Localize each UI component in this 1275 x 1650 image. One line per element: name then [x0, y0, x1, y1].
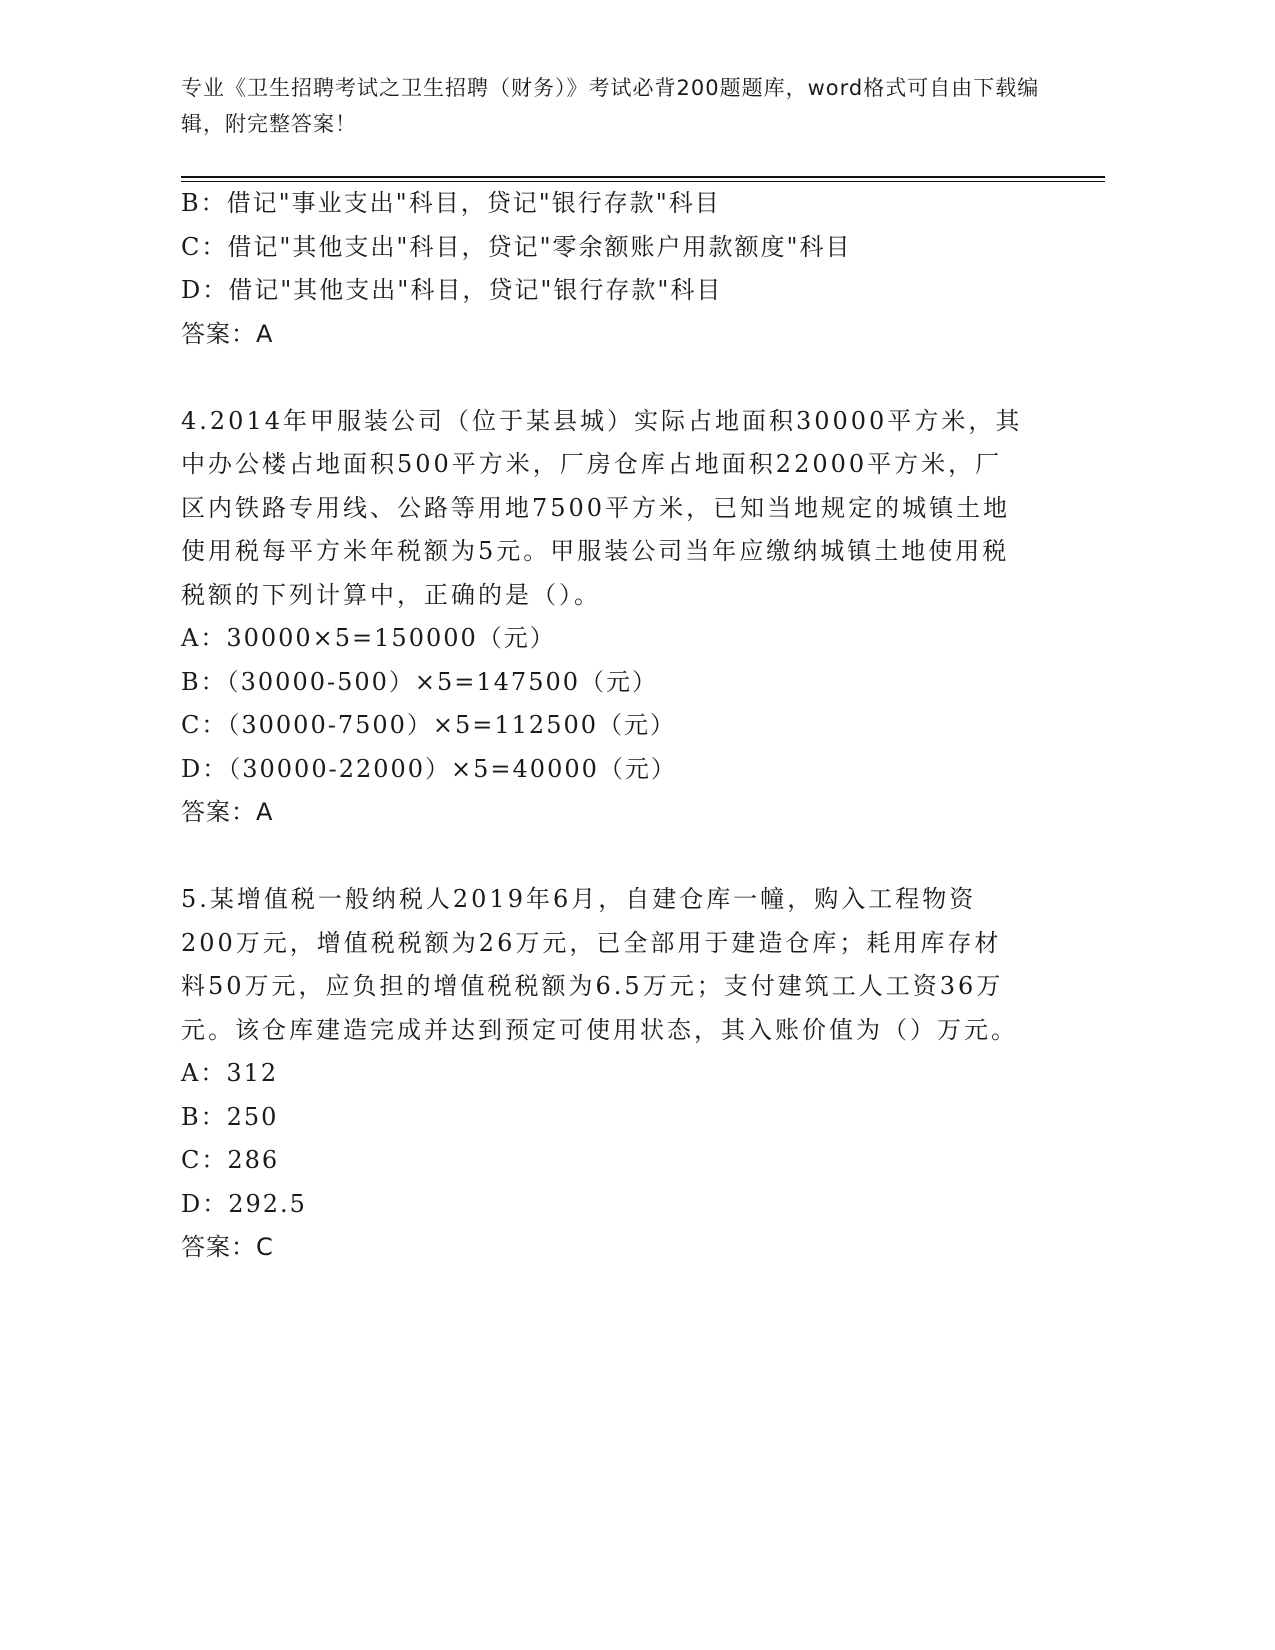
spacer — [181, 356, 1051, 400]
q5-answer: 答案：C — [181, 1233, 274, 1261]
q5-option-c: C：286 — [181, 1146, 280, 1174]
question-content — [181, 182, 1051, 1270]
q4-option-a: A：30000×5=150000（元） — [181, 624, 556, 652]
q3-option-b: B：借记"事业支出"科目，贷记"银行存款"科目 — [181, 189, 721, 217]
q5-option-d: D：292.5 — [181, 1189, 307, 1218]
q5-question-text: 5.某增值税一般纳税人2019年6月，自建仓库一幢，购入工程物资200万元，增值税税额为26万元，已全部用于建造仓库；耗用库存材料50万元，应负担的增值税税额为6.5万元；支付建筑工人工资36万元。该仓库建造完成并达到预定可使用状态，其入账价值为（）万元。 — [181, 885, 1018, 1044]
q3-option-c: C：借记"其他支出"科目，贷记"零余额账户用款额度"科目 — [181, 232, 852, 261]
spacer — [181, 835, 1051, 879]
q5-option-b: B：250 — [181, 1102, 279, 1131]
document-header: 专业《卫生招聘考试之卫生招聘（财务）》考试必背200题题库，word格式可自由下载编辑，附完整答案！ — [181, 76, 1040, 136]
q3-option-d: D：借记"其他支出"科目，贷记"银行存款"科目 — [181, 276, 723, 304]
header-divider-thick — [181, 176, 1105, 178]
q4-option-d: D：（30000-22000）×5=40000（元） — [181, 754, 677, 783]
q4-option-c: C：（30000-7500）×5=112500（元） — [181, 711, 677, 739]
q4-answer: 答案：A — [181, 798, 274, 826]
q5-option-a: A：312 — [181, 1059, 279, 1087]
q4-question-text: 4.2014年甲服装公司（位于某县城）实际占地面积30000平方米，其中办公楼占地面积500平方米，厂房仓库占地面积22000平方米，厂区内铁路专用线、公路等用地7500平方米，已知当地规定的城镇土地使用税每平方米年税额为5元。甲服装公司当年应缴纳城镇土地使用税税额的下列计算中，正确的是（）。 — [181, 406, 1023, 609]
q4-option-b: B：（30000-500）×5=147500（元） — [181, 667, 659, 696]
q3-answer: 答案：A — [181, 319, 274, 348]
